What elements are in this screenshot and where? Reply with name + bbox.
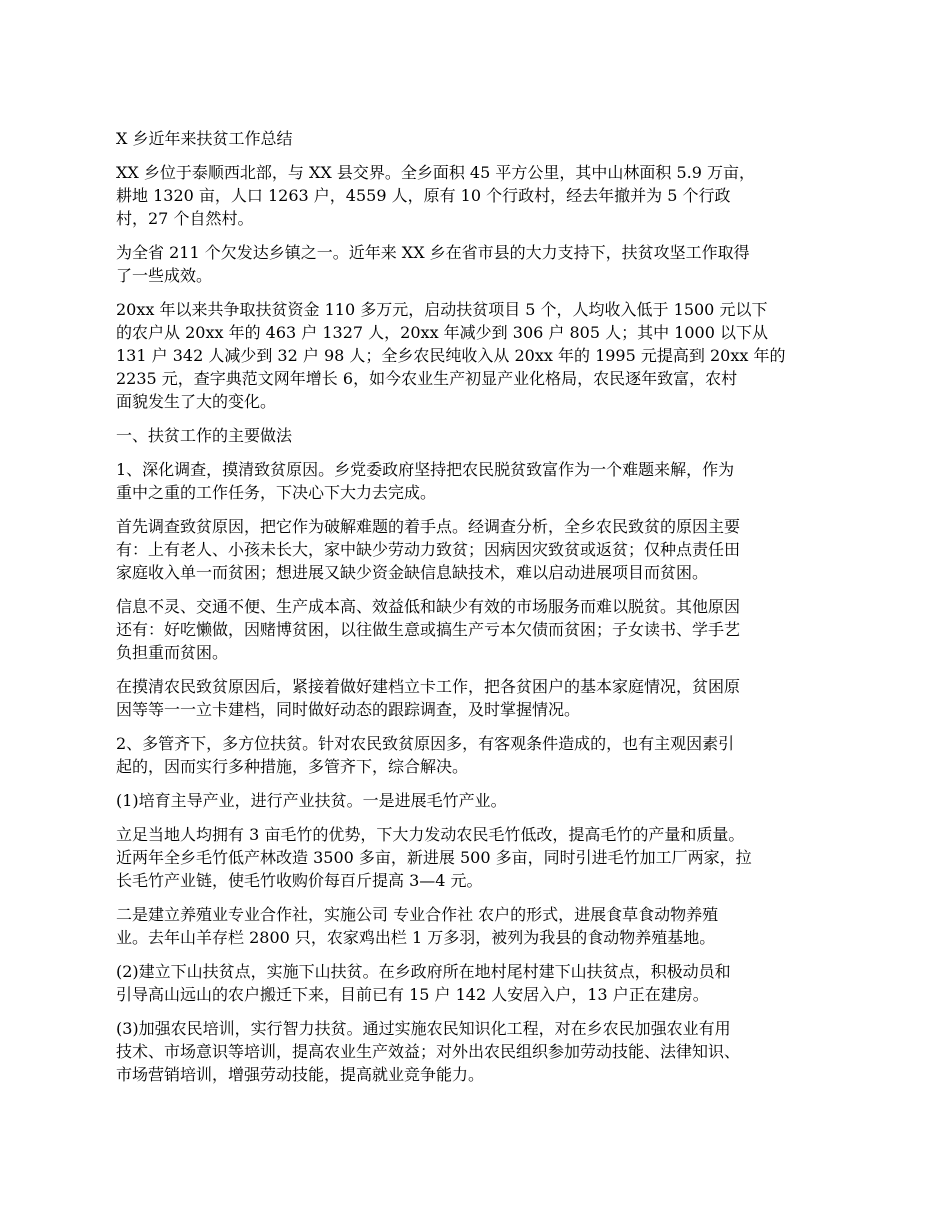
paragraph-9: (1)培育主导产业，进行产业扶贫。一是进展毛竹产业。 xyxy=(116,791,507,810)
paragraph-12: (2)建立下山扶贫点，实施下山扶贫。在乡政府所在地村尾村建下山扶贫点，积极动员和 引导高山远山的农户搬迁下来，目前已有 15 户 142 人安居入户，13 户正在建房。 xyxy=(116,962,731,1004)
paragraph-7: 在摸清农民致贫原因后，紧接着做好建档立卡工作，把各贫困户的基本家庭情况，贫困原 因等等一一立卡建档，同时做好动态的跟踪调查，及时掌握情况。 xyxy=(116,677,741,719)
section-heading-1: 一、扶贫工作的主要做法 xyxy=(116,426,293,445)
paragraph-5: 首先调查致贫原因，把它作为破解难题的着手点。经调查分析，全乡农民致贫的原因主要 有：上有老人、小孩未长大，家中缺少劳动力致贫；因病因灾致贫或返贫；仅种点责任田 家庭收入单一而贫困；想进展又缺少资金缺信息缺技术，难以启动进展项目而贫困。 xyxy=(116,517,741,582)
paragraph-13: (3)加强农民培训，实行智力扶贫。通过实施农民知识化工程，对在乡农民加强农业有用 技术、市场意识等培训，提高农业生产效益；对外出农民组织参加劳动技能、法律知识、 市场营销培训，增强劳动技能，提高就业竞争能力。 xyxy=(116,1019,741,1084)
paragraph-2: 为全省 211 个欠发达乡镇之一。近年来 XX 乡在省市县的大力支持下，扶贫攻坚工作取得 了一些成效。 xyxy=(116,243,750,285)
paragraph-3: 20xx 年以来共争取扶贫资金 110 多万元，启动扶贫项目 5 个，人均收入低于 1500 元以下 的农户从 20xx 年的 463 户 1327 人，20xx 年减少到 306 户 805 人；其中 1000 以下从 131 户 342 人减少到 32 户 98 人；全乡农民纯收入从 20xx 年的 1995 元提高到 20xx 年的 2235 元，查字典范文网年增长 6，如今农业生产初显产业化格局，农民逐年致富，农村 面貌发生了大的变化。 xyxy=(116,300,786,411)
paragraph-4: 1、深化调查，摸清致贫原因。乡党委政府坚持把农民脱贫致富作为一个难题来解，作为 重中之重的工作任务，下决心下大力去完成。 xyxy=(116,460,735,502)
paragraph-1: XX 乡位于泰顺西北部，与 XX 县交界。全乡面积 45 平方公里，其中山林面积 5.9 万亩， 耕地 1320 亩，人口 1263 户，4559 人，原有 10 个行政村，经去年撤并为 5 个行政 村，27 个自然村。 xyxy=(116,163,755,228)
paragraph-8: 2、多管齐下，多方位扶贫。针对农民致贫原因多，有客观条件造成的，也有主观因素引 起的，因而实行多种措施，多管齐下，综合解决。 xyxy=(116,734,735,776)
paragraph-11: 二是建立养殖业专业合作社，实施公司 专业合作社 农户的形式，进展食草食动物养殖 业。去年山羊存栏 2800 只，农家鸡出栏 1 万多羽，被列为我县的食动物养殖基地。 xyxy=(116,905,719,947)
document-page xyxy=(116,127,836,1097)
paragraph-10: 立足当地人均拥有 3 亩毛竹的优势，下大力发动农民毛竹低改，提高毛竹的产量和质量。 近两年全乡毛竹低产林改造 3500 多亩，新进展 500 多亩，同时引进毛竹加工厂两家，拉 长毛竹产业链，使毛竹收购价每百斤提高 3—4 元。 xyxy=(116,825,752,890)
document-title: X 乡近年来扶贫工作总结 xyxy=(116,129,293,148)
paragraph-6: 信息不灵、交通不便、生产成本高、效益低和缺少有效的市场服务而难以脱贫。其他原因 还有：好吃懒做，因赌博贫困，以往做生意或搞生产亏本欠债而贫困；子女读书、学手艺 负担重而贫困。 xyxy=(116,597,741,662)
